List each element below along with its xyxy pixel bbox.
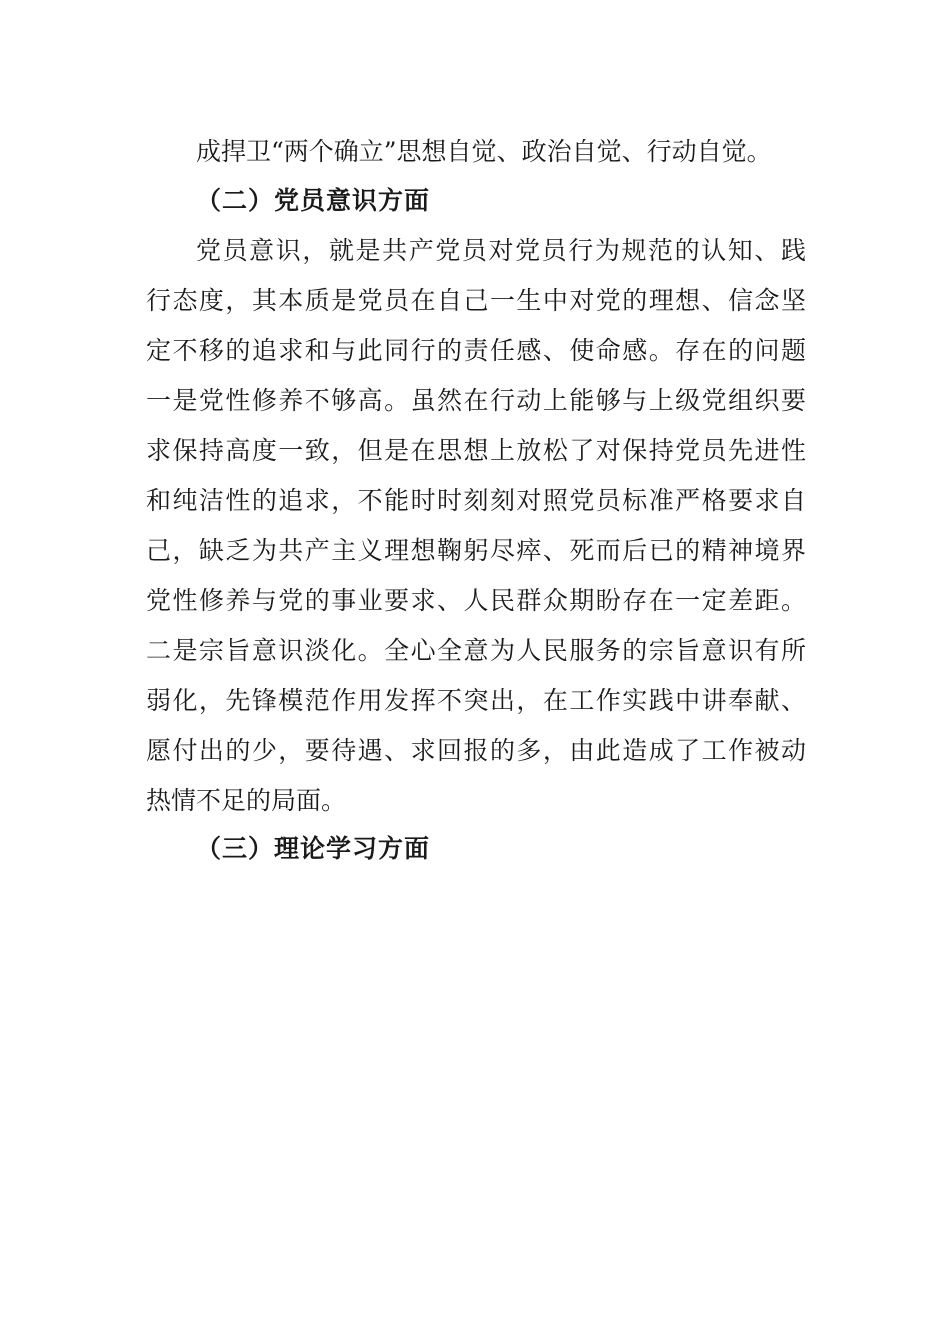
paragraph-line: 热情不足的局面。 xyxy=(146,786,347,815)
section-heading-party-awareness: （二）党员意识方面 xyxy=(196,186,431,215)
paragraph-line: 己，缺乏为共产主义理想鞠躬尽瘁、死而后已的精神境界 xyxy=(146,536,806,565)
paragraph-line: 定不移的追求和与此同行的责任感、使命感。存在的问题 xyxy=(146,336,806,365)
paragraph-continuation: 成捍卫“两个确立”思想自觉、政治自觉、行动自觉。 xyxy=(196,137,772,166)
paragraph-line: 一是党性修养不够高。虽然在行动上能够与上级党组织要 xyxy=(146,386,806,415)
section-heading-theory-study: （三）理论学习方面 xyxy=(196,834,431,863)
paragraph-line: 弱化，先锋模范作用发挥不突出，在工作实践中讲奉献、 xyxy=(146,686,806,715)
paragraph-line: 党员意识，就是共产党员对党员行为规范的认知、践 xyxy=(196,236,806,265)
paragraph-line: 愿付出的少，要待遇、求回报的多，由此造成了工作被动 xyxy=(146,736,806,765)
paragraph-line: 求保持高度一致，但是在思想上放松了对保持党员先进性 xyxy=(146,436,806,465)
paragraph-line: 行态度，其本质是党员在自己一生中对党的理想、信念坚 xyxy=(146,286,806,315)
paragraph-line: 二是宗旨意识淡化。全心全意为人民服务的宗旨意识有所 xyxy=(146,636,806,665)
paragraph-line: 和纯洁性的追求，不能时时刻刻对照党员标准严格要求自 xyxy=(146,486,806,515)
paragraph-line: 党性修养与党的事业要求、人民群众期盼存在一定差距。 xyxy=(146,586,806,615)
